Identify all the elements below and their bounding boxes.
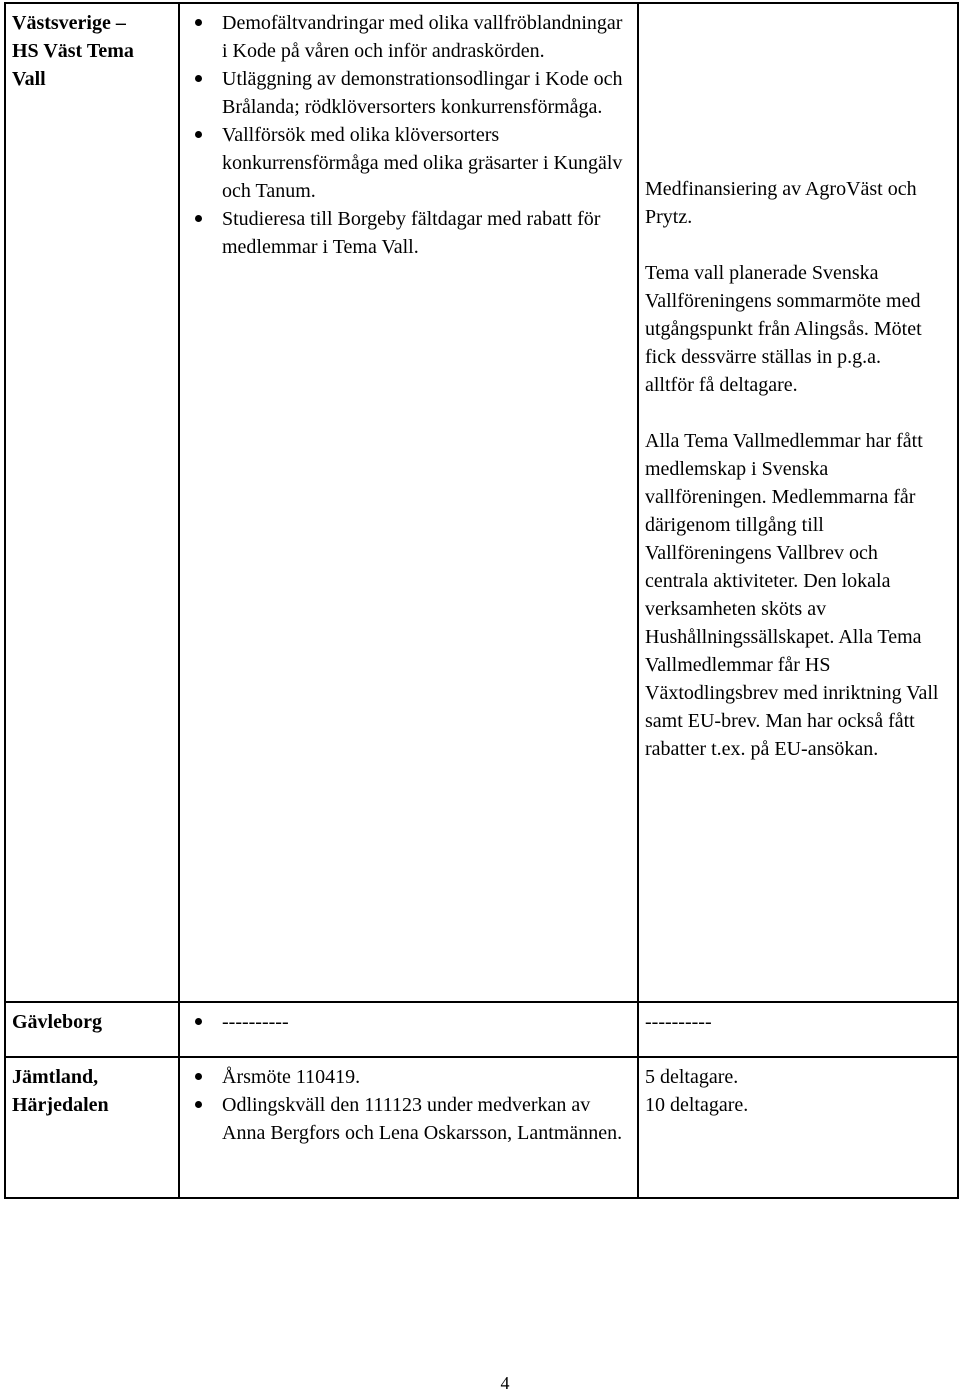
list-item: Odlingskväll den 111123 under medverkan av Anna Bergfors och Lena Oskarsson, Lantmännen.	[222, 1091, 631, 1147]
list-item: Utläggning av demonstrationsodlingar i Kode och Brålanda; rödklöversorters konkurrensförmåga.	[222, 65, 631, 121]
region-name	[12, 9, 172, 93]
notes-cell	[638, 1002, 958, 1057]
note-paragraph: Medfinansiering av AgroVäst och Prytz.	[645, 178, 917, 228]
table-row-jamtland	[5, 1057, 958, 1198]
list-item: Demofältvandringar med olika vallfröblandningar i Kode på våren och inför andraskörden.	[222, 9, 631, 65]
notes-cell	[638, 1057, 958, 1198]
note-paragraph: Tema vall planerade Svenska Vallföreningens sommarmöte med utgångspunkt från Alingsås. Mötet fick dessvärre ställas in p.g.a. alltför få deltagare.	[645, 262, 922, 396]
region-line: Västsverige –	[12, 12, 126, 34]
activities-cell	[179, 1057, 638, 1198]
page-number: 4	[500, 1373, 510, 1393]
list-item: Studieresa till Borgeby fältdagar med rabatt för medlemmar i Tema Vall.	[222, 205, 631, 261]
region-cell	[5, 3, 179, 1002]
activities-cell	[179, 1002, 638, 1057]
list-item: Årsmöte 110419.	[222, 1063, 631, 1091]
region-cell	[5, 1057, 179, 1198]
region-name: Gävleborg	[12, 1011, 102, 1033]
activities-cell	[179, 3, 638, 1002]
note-line: 5 deltagare.	[645, 1066, 739, 1088]
note-paragraph: Alla Tema Vallmedlemmar har fått medlemskap i Svenska vallföreningen. Medlemmarna får därigenom tillgång till Vallföreningens Vallbrev och centrala aktiviteter. Den lokala verksamheten sköts av Hushållningssällskapet. Alla Tema Vallmedlemmar får HS Växtodlingsbrev med inriktning Vall samt EU-brev. Man har också fått rabatter t.ex. på EU-ansökan.	[645, 430, 939, 760]
region-name	[12, 1063, 172, 1119]
notes-cell	[638, 3, 958, 1002]
note-line: 10 deltagare.	[645, 1094, 749, 1116]
table-row-vastsverige	[5, 3, 958, 1002]
region-cell	[5, 1002, 179, 1057]
region-line: Jämtland,	[12, 1066, 99, 1088]
activity-list	[186, 1063, 631, 1147]
activity-list	[186, 1008, 631, 1036]
list-item: ----------	[222, 1008, 631, 1036]
list-item: Vallförsök med olika klöversorters konkurrensförmåga med olika gräsarter i Kungälv och Tanum.	[222, 121, 631, 205]
activity-list	[186, 9, 631, 261]
region-line: HS Väst Tema	[12, 40, 134, 62]
note-paragraph: ----------	[645, 1011, 712, 1033]
activity-table	[4, 2, 959, 1199]
table-row-gavleborg	[5, 1002, 958, 1057]
region-line: Härjedalen	[12, 1094, 109, 1116]
region-line: Vall	[12, 68, 46, 90]
